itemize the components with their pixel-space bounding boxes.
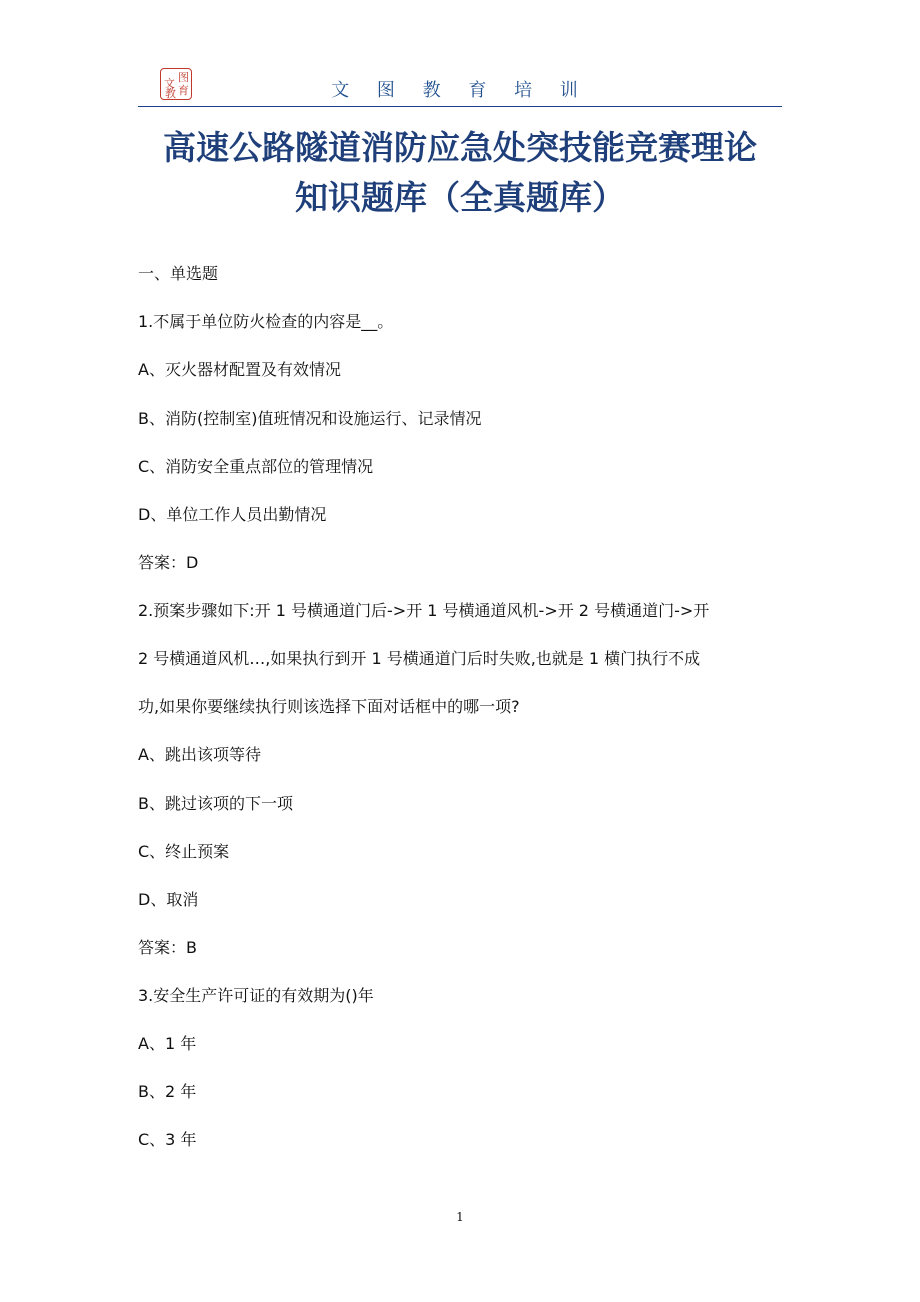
option-text: B、跳过该项的下一项 [138, 794, 293, 813]
option-text: D、单位工作人员出勤情况 [138, 505, 327, 524]
logo-char: 文 [164, 77, 175, 90]
logo-char: 育 [178, 84, 189, 97]
question-text: 2.预案步骤如下:开 1 号横通道门后->开 1 号横通道风机->开 2 号横通道门->开 [138, 601, 710, 620]
brand-name: 文 图 教 育 培 训 [331, 80, 589, 101]
option-text: A、跳出该项等待 [138, 745, 261, 764]
question-text: 功,如果你要继续执行则该选择下面对话框中的哪一项? [138, 697, 520, 716]
logo-char: 图 [178, 71, 189, 84]
option-text: B、2 年 [138, 1082, 197, 1101]
logo-char: 教 [165, 87, 176, 100]
option-text: D、取消 [138, 890, 199, 909]
page-number: 1 [456, 1210, 464, 1224]
option-text: B、消防(控制室)值班情况和设施运行、记录情况 [138, 409, 482, 428]
page-header [138, 66, 782, 107]
section-heading: 一、单选题 [138, 264, 219, 283]
document-title-line-2: 知识题库（全真题库） [295, 178, 625, 217]
answer-text: 答案：B [138, 938, 197, 957]
answer-text: 答案：D [138, 553, 199, 572]
document-title-line-1: 高速公路隧道消防应急处突技能竞赛理论 [163, 128, 757, 167]
option-text: C、终止预案 [138, 842, 230, 861]
option-text: C、消防安全重点部位的管理情况 [138, 457, 374, 476]
question-text: 2 号横通道风机…,如果执行到开 1 号横通道门后时失败,也就是 1 横门执行不成 [138, 649, 701, 668]
option-text: A、1 年 [138, 1034, 197, 1053]
question-text: 1.不属于单位防火检查的内容是__。 [138, 312, 394, 331]
option-text: A、灭火器材配置及有效情况 [138, 360, 341, 379]
question-text: 3.安全生产许可证的有效期为()年 [138, 986, 374, 1005]
option-text: C、3 年 [138, 1130, 197, 1149]
